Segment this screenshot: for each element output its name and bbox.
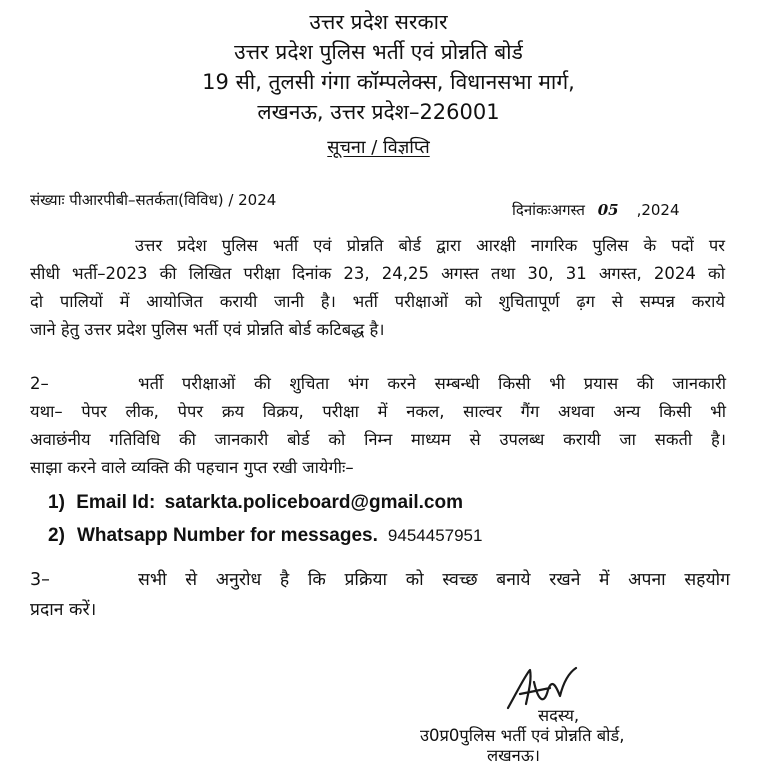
header-board-name: उत्तर प्रदेश पुलिस भर्ती एवं प्रोन्नति बोर्ड bbox=[234, 40, 523, 64]
para1-line1: उत्तर प्रदेश पुलिस भर्ती एवं प्रोन्नति बोर्ड द्वारा आरक्षी नागरिक पुलिस के पदों पर bbox=[135, 236, 725, 255]
signature-city: लखनऊ। bbox=[487, 746, 541, 765]
para2-line3: अवाछंनीय गतिविधि की जानकारी बोर्ड को निम्न माध्यम से उपलब्ध करायी जा सकती है। bbox=[30, 430, 726, 449]
para2-line4: साझा करने वाले व्यक्ति की पहचान गुप्त रखी जायेगीः– bbox=[30, 458, 354, 477]
header-address: 19 सी, तुलसी गंगा कॉम्पलेक्स, विधानसभा मार्ग, bbox=[202, 70, 575, 94]
contact-whatsapp bbox=[48, 522, 482, 549]
notice-title: सूचना / विज्ञप्ति bbox=[327, 137, 430, 158]
signature-title: सदस्य, bbox=[538, 706, 580, 725]
reference-number: संख्याः पीआरपीबी–सतर्कता(विविध) / 2024 bbox=[30, 191, 277, 209]
contact-email-number: 1) bbox=[48, 492, 65, 513]
date-prefix: दिनांकःअगस्त bbox=[512, 201, 585, 219]
para3-line2: प्रदान करें। bbox=[30, 600, 97, 620]
header-city: लखनऊ, उत्तर प्रदेश–226001 bbox=[257, 100, 500, 124]
contact-email-label: Email Id: bbox=[76, 492, 156, 513]
para3-line1: सभी से अनुरोध है कि प्रक्रिया को स्वच्छ बनाये रखने में अपना सहयोग bbox=[138, 570, 730, 590]
notice-date bbox=[512, 196, 680, 224]
para3-number: 3– bbox=[30, 570, 50, 590]
para1-line4: जाने हेतु उत्तर प्रदेश पुलिस भर्ती एवं प्रोन्नति बोर्ड कटिबद्ध है। bbox=[30, 320, 385, 339]
contact-whatsapp-number: 2) bbox=[48, 525, 65, 546]
date-year: ,2024 bbox=[636, 201, 680, 219]
para2-line2: यथा– पेपर लीक, पेपर क्रय विक्रय, परीक्षा में नकल, साल्वर गैंग अथवा अन्य किसी भी bbox=[30, 402, 726, 421]
contact-email bbox=[48, 490, 463, 516]
para1-line2: सीधी भर्ती–2023 की लिखित परीक्षा दिनांक 23, 24,25 अगस्त तथा 30, 31 अगस्त, 2024 को bbox=[30, 264, 725, 283]
para2-line1: भर्ती परीक्षाओं की शुचिता भंग करने सम्बन्धी किसी भी प्रयास की जानकारी bbox=[138, 374, 726, 393]
signature-org: उ0प्र0पुलिस भर्ती एवं प्रोन्नति बोर्ड, bbox=[420, 726, 625, 745]
contact-email-value: satarkta.policeboard@gmail.com bbox=[164, 492, 463, 513]
para2-number: 2– bbox=[30, 374, 49, 393]
para1-line3: दो पालियों में आयोजित करायी जानी है। भर्ती परीक्षाओं को शुचितापूर्ण ढ़ग से सम्पन्न कराये bbox=[30, 292, 725, 311]
header-government: उत्तर प्रदेश सरकार bbox=[309, 10, 448, 34]
contact-whatsapp-value: 9454457951 bbox=[387, 526, 483, 545]
contact-whatsapp-label: Whatsapp Number for messages. bbox=[76, 525, 378, 546]
date-day: 05 bbox=[597, 201, 619, 219]
